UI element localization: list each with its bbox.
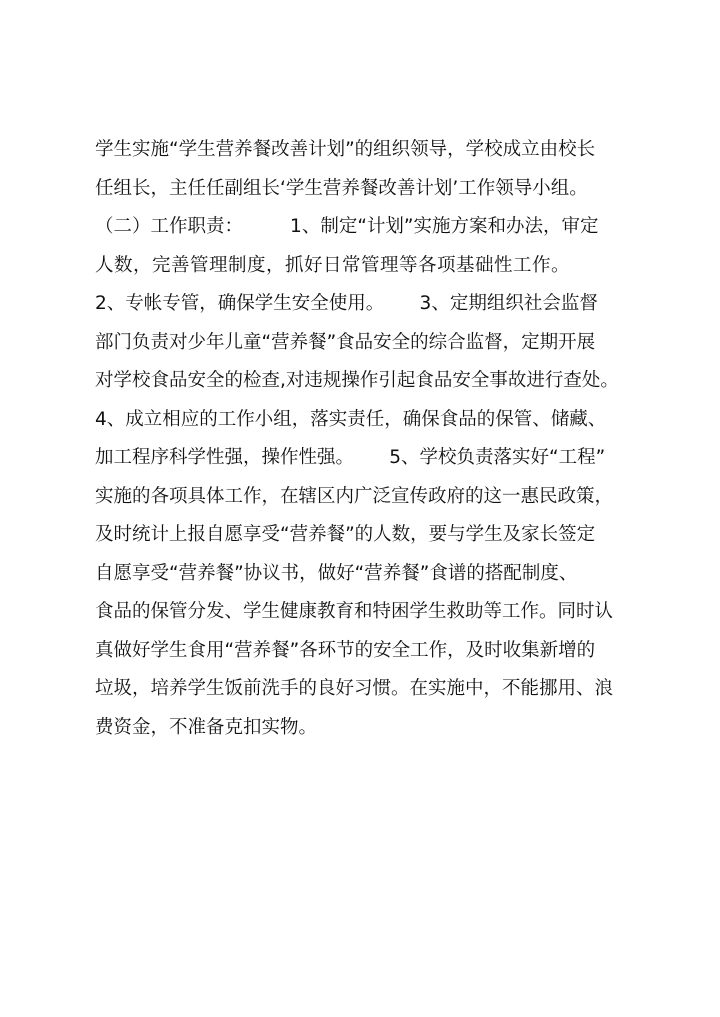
text-line: 2、专帐专管，确保学生安全使用。 3、定期组织社会监督 <box>95 293 598 314</box>
text-line: 费资金，不准备克扣实物。 <box>95 716 318 738</box>
text-line: 部门负责对少年儿童“营养餐”食品安全的综合监督，定期开展 <box>95 331 596 353</box>
text-line: 自愿享受“营养餐”协议书，做好“营养餐”食谱的搭配制度、 <box>95 562 578 584</box>
text-line: （二）工作职责： 1、制定“计划”实施方案和办法，审定 <box>95 216 599 237</box>
text-line: 学生实施“学生营养餐改善计划”的组织领导，学校成立由校长 <box>95 139 596 160</box>
text-line: 4、成立相应的工作小组，落实责任，确保食品的保管、储藏、 <box>95 408 607 430</box>
body-paragraph <box>95 131 655 747</box>
text-line: 对学校食品安全的检查,对违规操作引起食品安全事故进行查处。 <box>95 370 619 391</box>
text-line: 真做好学生食用“营养餐”各环节的安全工作，及时收集新增的 <box>95 639 596 661</box>
text-line: 任组长，主任任副组长‘学生营养餐改善计划’工作领导小组。 <box>95 177 588 199</box>
text-line: 人数，完善管理制度，抓好日常管理等各项基础性工作。 <box>95 254 571 276</box>
text-line: 食品的保管分发、学生健康教育和特困学生救助等工作。同时认 <box>95 601 614 622</box>
text-line: 垃圾，培养学生饭前洗手的良好习惯。在实施中，不能挪用、浪 <box>95 678 614 699</box>
text-line: 及时统计上报自愿享受“营养餐”的人数，要与学生及家长签定 <box>95 524 596 545</box>
text-line: 实施的各项具体工作，在辖区内广泛宣传政府的这一惠民政策， <box>95 485 614 507</box>
text-line: 加工程序科学性强，操作性强。 5、学校负责落实好“工程” <box>95 447 606 468</box>
